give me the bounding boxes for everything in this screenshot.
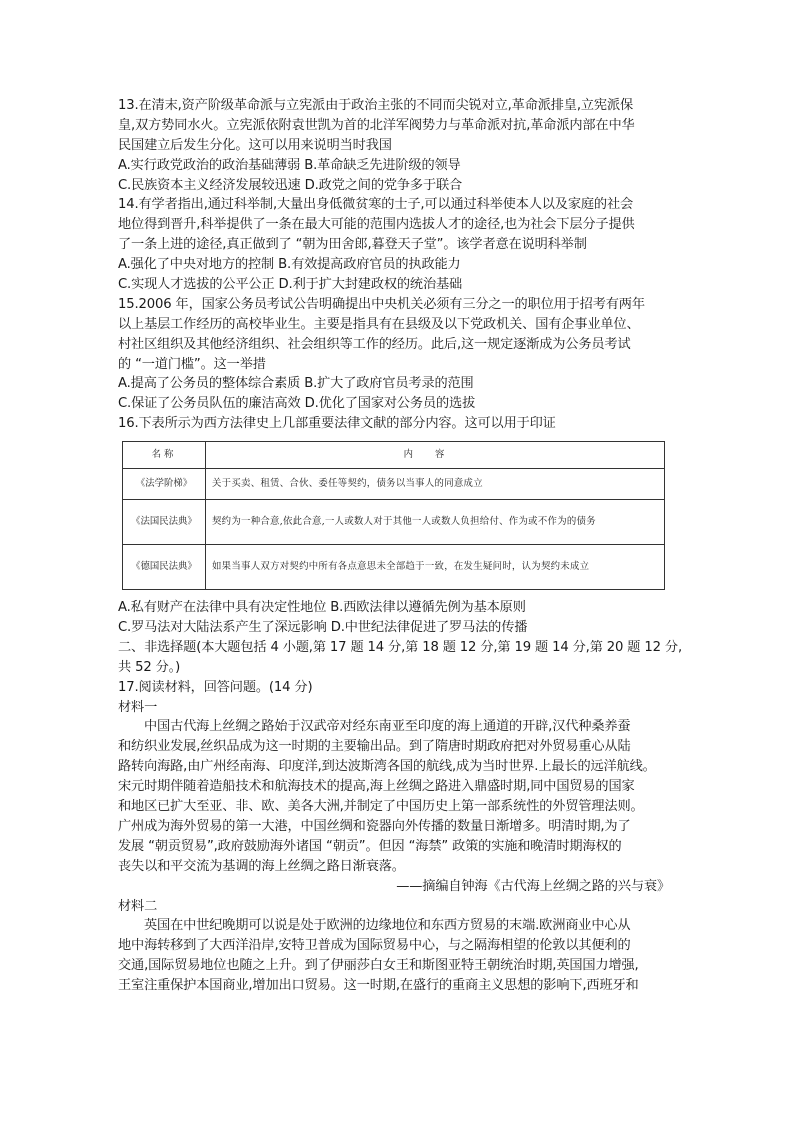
- section-2-heading: [118, 638, 682, 678]
- material-1-line: 广州成为海外贸易的第一大港，中国丝绸和瓷器向外传播的数量日渐增多。明清时期,为了: [118, 818, 631, 834]
- material-2-line: 英国在中世纪晚期可以说是处于欧洲的边缘地位和东西方贸易的末端.欧洲商业中心从: [144, 918, 631, 934]
- material-2-line: 王室注重保护本国商业,增加出口贸易。这一时期,在盛行的重商主义思想的影响下,西班牙和: [118, 978, 639, 994]
- question-13-options-cd: C.民族资本主义经济发展较迅速 D.政党之间的党争多于联合: [118, 177, 463, 193]
- question-16-options-cd: C.罗马法对大陆法系产生了深远影响 D.中世纪法律促进了罗马法的传播: [118, 620, 528, 636]
- material-1-line: 中国古代海上丝绸之路始于汉武帝对经东南亚至印度的海上通道的开辟,汉代种桑养蚕: [144, 719, 631, 735]
- question-17: [118, 678, 678, 996]
- material-2-line: 交通,国际贸易地位也随之上升。到了伊丽莎白女王和斯图亚特王朝统治时期,英国国力增强,: [118, 958, 639, 974]
- question-15-line: 15.2006 年，国家公务员考试公告明确提出中央机关必须有三分之一的职位用于招考有两年: [118, 296, 645, 312]
- material-1-line: 和纺织业发展,丝织品成为这一时期的主要输出品。到了隋唐时期政府把对外贸易重心从陆: [118, 739, 631, 755]
- table-cell-content: 如果当事人双方对契约中所有各点意思未全部趋于一致，在发生疑问时，认为契约未成立: [206, 545, 665, 590]
- material-2-label: 材料二: [118, 898, 158, 914]
- exam-page: [118, 96, 682, 996]
- question-14-line: 14.有学者指出,通过科举制,大量出身低微贫寒的士子,可以通过科举使本人以及家庭的社会: [118, 197, 634, 213]
- question-14-line: 了一条上进的途径,真正做到了 “朝为田舍郎,暮登天子堂”。该学者意在说明科举制: [118, 237, 587, 253]
- question-16-options-ab: A.私有财产在法律中具有决定性地位 B.西欧法律以遵循先例为基本原则: [118, 600, 526, 616]
- question-15-line: 的 “一道门槛”。这一举措: [118, 356, 266, 372]
- question-13-line: 皇,双方势同水火。立宪派依附袁世凯为首的北洋军阀势力与革命派对抗,革命派内部在中华: [118, 117, 635, 133]
- question-17-stem: 17.阅读材料，回答问题。(14 分): [118, 679, 313, 695]
- question-16: [118, 414, 678, 638]
- table-row: [123, 469, 665, 500]
- material-1-label: 材料一: [118, 699, 158, 715]
- section-2-line: 共 52 分。): [118, 659, 181, 675]
- material-1-line: 和地区已扩大至亚、非、欧、美各大洲,并制定了中国历史上第一部系统性的外贸管理法则。: [118, 799, 644, 815]
- question-15-line: 以上基层工作经历的高校毕业生。主要是指具有在县级及以下党政机关、国有企事业单位、: [118, 316, 640, 332]
- table-cell-content: 关于买卖、租赁、合伙、委任等契约，债务以当事人的同意成立: [206, 469, 665, 500]
- question-14-line: 地位得到晋升,科举提供了一条在最大可能的范围内选拔人才的途径,也为社会下层分子提供: [118, 217, 635, 233]
- table-cell-name: 《法学阶梯》: [123, 469, 206, 500]
- material-1-line: 发展 “朝贡贸易”,政府鼓励海外诸国 “朝贡”。但因 “海禁” 政策的实施和晚清时期海权的: [118, 838, 622, 854]
- question-13-line: 13.在清末,资产阶级革命派与立宪派由于政治主张的不同而尖锐对立,革命派排皇,立宪派保: [118, 98, 634, 113]
- section-2-line: 二、非选择题(本大题包括 4 小题,第 17 题 14 分,第 18 题 12 分,第 19 题 14 分,第 20 题 12 分,: [118, 639, 682, 655]
- question-15-line: 村社区组织及其他经济组织、社会组织等工作的经历。此后,这一规定逐渐成为公务员考试: [118, 336, 631, 352]
- table-cell-name: 《德国民法典》: [123, 545, 206, 590]
- question-16-stem: 16.下表所示为西方法律史上几部重要法律文献的部分内容。这可以用于印证: [118, 416, 556, 432]
- law-documents-table: [122, 441, 665, 590]
- table-header-row: [123, 442, 665, 469]
- question-15: [118, 295, 678, 414]
- table-header-name: 名称: [123, 442, 206, 469]
- question-14: [118, 195, 678, 294]
- table-row: [123, 500, 665, 545]
- question-13-options-ab: A.实行政党政治的政治基础薄弱 B.革命缺乏先进阶级的领导: [118, 157, 461, 173]
- question-13-line: 民国建立后发生分化。这可以用来说明当时我国: [118, 137, 392, 153]
- question-13: [118, 96, 678, 195]
- table-cell-name: 《法国民法典》: [123, 500, 206, 545]
- material-1-line: 路转向海路,由广州经南海、印度洋,到达波斯湾各国的航线,成为当时世界.上最长的远洋航线。: [118, 759, 656, 775]
- material-1-source: ——摘编自钟海《古代海上丝绸之路的兴与衰》: [396, 878, 670, 894]
- material-2-line: 地中海转移到了大西洋沿岸,安特卫普成为国际贸易中心，与之隔海相望的伦敦以其便利的: [118, 938, 631, 954]
- material-1-line: 宋元时期伴随着造船技术和航海技术的提高,海上丝绸之路进入鼎盛时期,同中国贸易的国家: [118, 779, 635, 795]
- question-15-options-cd: C.保证了公务员队伍的廉洁高效 D.优化了国家对公务员的选拔: [118, 396, 476, 412]
- question-14-options-ab: A.强化了中央对地方的控制 B.有效提高政府官员的执政能力: [118, 257, 461, 273]
- table-cell-content: 契约为一种合意,依此合意,一人或数人对于其他一人或数人负担给付、作为或不作为的债务: [206, 500, 665, 545]
- question-15-options-ab: A.提高了公务员的整体综合素质 B.扩大了政府官员考录的范围: [118, 376, 474, 392]
- question-14-options-cd: C.实现人才选拔的公平公正 D.利于扩大封建政权的统治基础: [118, 277, 463, 293]
- table-header-content: 内容: [206, 442, 665, 469]
- table-row: [123, 545, 665, 590]
- material-1-line: 丧失以和平交流为基调的海上丝绸之路日渐衰落。: [118, 858, 405, 874]
